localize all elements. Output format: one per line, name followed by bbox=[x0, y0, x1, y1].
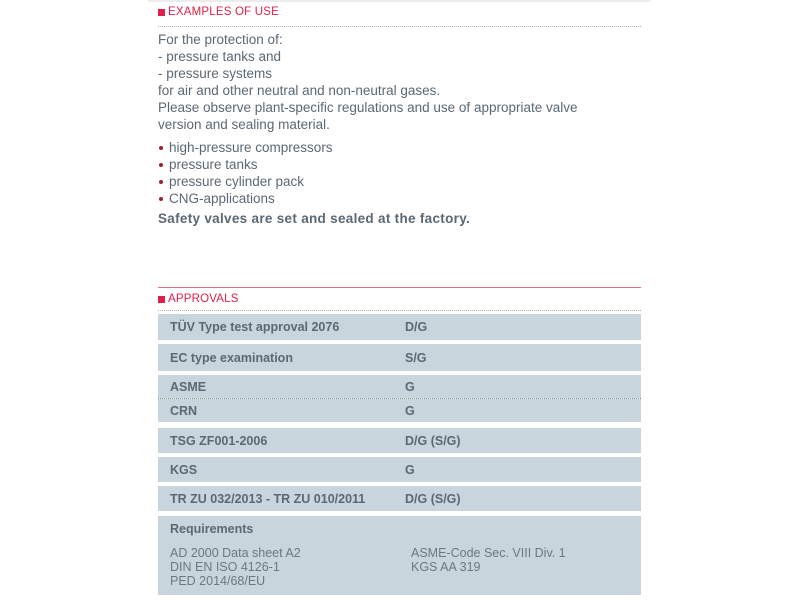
intro-line: For the protection of: bbox=[158, 32, 283, 47]
approval-value: G bbox=[405, 403, 415, 418]
requirement-item: KGS AA 319 bbox=[411, 560, 481, 574]
list-item bbox=[158, 190, 641, 207]
intro-line: for air and other neutral and non-neutral gases. bbox=[158, 83, 441, 98]
approval-name: CRN bbox=[170, 403, 198, 418]
approval-name: KGS bbox=[170, 462, 198, 477]
requirements-columns bbox=[158, 540, 641, 588]
approval-row bbox=[158, 375, 641, 398]
approval-row bbox=[158, 457, 641, 482]
requirements-col-1 bbox=[170, 546, 411, 588]
requirement-item: ASME-Code Sec. VIII Div. 1 bbox=[411, 546, 566, 560]
approvals-heading-text: APPROVALS bbox=[168, 293, 239, 305]
requirements-box bbox=[158, 516, 641, 595]
intro-line: - pressure tanks and bbox=[158, 49, 282, 64]
approval-row bbox=[158, 314, 641, 340]
red-rule-divider bbox=[158, 287, 641, 288]
intro-line: version and sealing material. bbox=[158, 117, 330, 132]
examples-intro bbox=[158, 31, 641, 133]
square-bullet-icon bbox=[158, 296, 165, 303]
examples-heading bbox=[158, 4, 641, 20]
list-item-text: CNG-applications bbox=[169, 191, 275, 206]
list-item bbox=[158, 139, 641, 156]
intro-line: Please observe plant-specific regulations and use of appropriate valve bbox=[158, 100, 578, 115]
examples-heading-text: EXAMPLES OF USE bbox=[168, 6, 280, 18]
approval-name: TR ZU 032/2013 - TR ZU 010/2011 bbox=[170, 491, 366, 506]
approval-name: TÜV Type test approval 2076 bbox=[170, 320, 340, 334]
top-strip bbox=[148, 0, 650, 2]
square-bullet-icon bbox=[158, 9, 165, 16]
factory-note: Safety valves are set and sealed at the factory. bbox=[158, 211, 471, 226]
approval-value: D/G bbox=[405, 320, 428, 334]
bullet-dot-icon bbox=[159, 146, 163, 150]
requirements-col-2 bbox=[411, 546, 566, 588]
list-item-text: pressure cylinder pack bbox=[169, 174, 305, 189]
approval-value: S/G bbox=[405, 350, 427, 365]
list-item bbox=[158, 173, 641, 190]
approval-value: D/G (S/G) bbox=[405, 491, 461, 506]
requirement-item: DIN EN ISO 4126-1 bbox=[170, 560, 280, 574]
approval-row bbox=[158, 428, 641, 453]
approval-row bbox=[158, 344, 641, 371]
bullet-dot-icon bbox=[159, 197, 163, 201]
dotted-divider bbox=[158, 26, 641, 27]
requirement-item: AD 2000 Data sheet A2 bbox=[170, 546, 301, 560]
requirement-item: PED 2014/68/EU bbox=[170, 574, 266, 588]
approval-name: TSG ZF001-2006 bbox=[170, 433, 268, 448]
requirements-title: Requirements bbox=[170, 522, 254, 536]
approval-row bbox=[158, 486, 641, 511]
dotted-divider bbox=[158, 310, 641, 311]
approvals-heading bbox=[158, 291, 239, 307]
approval-value: G bbox=[405, 462, 415, 477]
examples-section bbox=[158, 4, 641, 226]
bullet-dot-icon bbox=[159, 163, 163, 167]
approval-value: G bbox=[405, 379, 415, 394]
list-item bbox=[158, 156, 641, 173]
approval-name: ASME bbox=[170, 379, 207, 394]
approval-value: D/G (S/G) bbox=[405, 433, 461, 448]
list-item-text: high-pressure compressors bbox=[169, 140, 333, 155]
intro-line: - pressure systems bbox=[158, 66, 273, 81]
approval-name: EC type examination bbox=[170, 350, 293, 365]
approval-row bbox=[158, 399, 641, 422]
list-item-text: pressure tanks bbox=[169, 157, 258, 172]
examples-bullet-list bbox=[158, 139, 641, 207]
bullet-dot-icon bbox=[159, 180, 163, 184]
